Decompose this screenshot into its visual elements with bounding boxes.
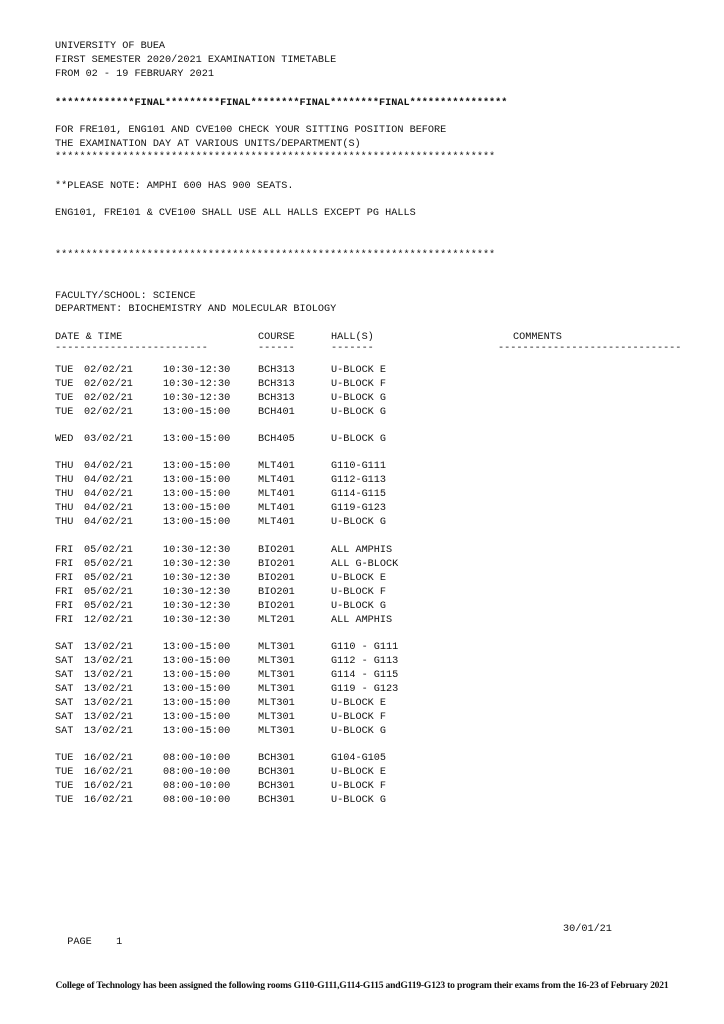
row-day: TUE	[55, 753, 74, 765]
row-hall: ALL AMPHIS	[331, 544, 393, 556]
row-time: 13:00-15:00	[163, 503, 231, 515]
timetable-title: FIRST SEMESTER 2020/2021 EXAMINATION TIMETABLE	[55, 55, 337, 66]
row-course: BIO201	[258, 586, 295, 598]
row-hall: G104-G105	[331, 753, 387, 765]
row-hall: ALL AMPHIS	[331, 614, 393, 626]
row-day: THU	[55, 475, 74, 487]
row-day: THU	[55, 461, 74, 473]
row-day: FRI	[55, 586, 74, 598]
row-day: FRI	[55, 614, 74, 626]
row-day: FRI	[55, 572, 74, 584]
row-day: THU	[55, 503, 74, 515]
row-time: 10:30-12:30	[163, 365, 231, 376]
row-day: TUE	[55, 767, 74, 779]
row-day: SAT	[55, 726, 74, 738]
row-hall: G119-G123	[331, 503, 387, 515]
column-course: COURSE	[258, 332, 295, 343]
row-date: 05/02/21	[84, 572, 133, 584]
row-date: 05/02/21	[84, 558, 133, 570]
row-hall: U-BLOCK F	[331, 712, 387, 724]
row-day: FRI	[55, 544, 74, 556]
row-date: 03/02/21	[84, 434, 133, 446]
row-day: THU	[55, 517, 74, 529]
row-date: 13/02/21	[84, 712, 133, 724]
row-day: WED	[55, 434, 74, 446]
row-time: 13:00-15:00	[163, 683, 231, 695]
row-day: TUE	[55, 365, 74, 376]
row-course: MLT401	[258, 489, 295, 501]
row-time: 13:00-15:00	[163, 461, 231, 473]
row-course: MLT201	[258, 614, 295, 626]
row-hall: U-BLOCK E	[331, 365, 387, 376]
row-time: 10:30-12:30	[163, 614, 231, 626]
row-time: 13:00-15:00	[163, 407, 231, 419]
row-day: SAT	[55, 712, 74, 724]
row-hall: U-BLOCK G	[331, 795, 387, 807]
row-day: SAT	[55, 683, 74, 695]
column-comments: COMMENTS	[513, 332, 562, 343]
row-hall: G119 - G123	[331, 683, 399, 695]
page-number: 1	[116, 937, 123, 948]
halls-note: ENG101, FRE101 & CVE100 SHALL USE ALL HALLS EXCEPT PG HALLS	[55, 208, 416, 219]
row-date: 16/02/21	[84, 781, 133, 793]
row-hall: G112 - G113	[331, 655, 399, 667]
row-course: BCH313	[258, 365, 295, 376]
row-day: SAT	[55, 698, 74, 709]
row-date: 05/02/21	[84, 600, 133, 612]
row-time: 10:30-12:30	[163, 572, 231, 584]
row-hall: G110-G111	[331, 461, 387, 473]
row-hall: U-BLOCK F	[331, 586, 387, 598]
row-date: 05/02/21	[84, 544, 133, 556]
amphi-note: **PLEASE NOTE: AMPHI 600 HAS 900 SEATS.	[55, 181, 294, 192]
row-time: 08:00-10:00	[163, 781, 231, 793]
row-hall: U-BLOCK F	[331, 379, 387, 391]
faculty-label: FACULTY/SCHOOL: SCIENCE	[55, 291, 196, 302]
row-time: 08:00-10:00	[163, 795, 231, 807]
row-date: 02/02/21	[84, 407, 133, 419]
row-course: MLT301	[258, 698, 295, 709]
row-date: 04/02/21	[84, 503, 133, 515]
row-time: 13:00-15:00	[163, 489, 231, 501]
rule-course: ------	[258, 343, 295, 354]
row-date: 16/02/21	[84, 767, 133, 779]
rule-halls: -------	[331, 343, 374, 354]
rule-comments: ------------------------------	[498, 343, 682, 354]
notice-line-2: THE EXAMINATION DAY AT VARIOUS UNITS/DEPARTMENT(S)	[55, 139, 361, 150]
row-course: BCH301	[258, 753, 295, 765]
row-time: 13:00-15:00	[163, 434, 231, 446]
row-day: TUE	[55, 379, 74, 391]
department-label: DEPARTMENT: BIOCHEMISTRY AND MOLECULAR BIOLOGY	[55, 304, 337, 315]
row-date: 16/02/21	[84, 753, 133, 765]
row-date: 12/02/21	[84, 614, 133, 626]
row-time: 10:30-12:30	[163, 393, 231, 405]
row-course: MLT401	[258, 503, 295, 515]
row-course: BCH301	[258, 767, 295, 779]
row-course: BIO201	[258, 558, 295, 570]
rule-date-time: -------------------------	[55, 343, 208, 354]
row-date: 04/02/21	[84, 461, 133, 473]
row-course: MLT401	[258, 475, 295, 487]
row-course: MLT301	[258, 655, 295, 667]
row-date: 16/02/21	[84, 795, 133, 807]
row-course: MLT301	[258, 726, 295, 738]
row-hall: U-BLOCK G	[331, 393, 387, 405]
row-time: 13:00-15:00	[163, 655, 231, 667]
row-day: TUE	[55, 795, 74, 807]
row-course: BCH301	[258, 781, 295, 793]
row-day: THU	[55, 489, 74, 501]
page-footer	[55, 923, 122, 949]
row-date: 02/02/21	[84, 365, 133, 376]
row-time: 13:00-15:00	[163, 669, 231, 681]
row-date: 04/02/21	[84, 475, 133, 487]
row-course: MLT301	[258, 712, 295, 724]
row-time: 13:00-15:00	[163, 698, 231, 709]
row-hall: U-BLOCK E	[331, 767, 387, 779]
notice-line-1: FOR FRE101, ENG101 AND CVE100 CHECK YOUR SITTING POSITION BEFORE	[55, 125, 447, 136]
row-time: 13:00-15:00	[163, 517, 231, 529]
final-banner: *************FINAL*********FINAL********FINAL********FINAL****************	[55, 98, 508, 109]
row-date: 13/02/21	[84, 669, 133, 681]
row-course: MLT401	[258, 517, 295, 529]
row-time: 13:00-15:00	[163, 726, 231, 738]
row-day: TUE	[55, 393, 74, 405]
row-date: 02/02/21	[84, 379, 133, 391]
row-hall: U-BLOCK G	[331, 517, 387, 529]
row-course: MLT301	[258, 669, 295, 681]
row-date: 13/02/21	[84, 698, 133, 709]
row-course: MLT401	[258, 461, 295, 473]
row-time: 08:00-10:00	[163, 767, 231, 779]
row-day: SAT	[55, 655, 74, 667]
row-date: 13/02/21	[84, 655, 133, 667]
row-hall: U-BLOCK F	[331, 781, 387, 793]
row-course: BCH401	[258, 407, 295, 419]
row-day: FRI	[55, 600, 74, 612]
row-course: BIO201	[258, 600, 295, 612]
row-course: MLT301	[258, 683, 295, 695]
row-time: 10:30-12:30	[163, 558, 231, 570]
row-day: TUE	[55, 781, 74, 793]
row-hall: G112-G113	[331, 475, 387, 487]
stars-divider: ************************************************************************	[55, 250, 496, 261]
row-hall: U-BLOCK G	[331, 407, 387, 419]
row-time: 08:00-10:00	[163, 753, 231, 765]
row-course: BCH313	[258, 379, 295, 391]
row-day: FRI	[55, 558, 74, 570]
row-hall: G110 - G111	[331, 641, 399, 653]
row-course: BIO201	[258, 544, 295, 556]
row-date: 13/02/21	[84, 683, 133, 695]
row-hall: U-BLOCK G	[331, 726, 387, 738]
column-date-time: DATE & TIME	[55, 332, 123, 343]
row-hall: U-BLOCK E	[331, 698, 387, 709]
row-course: BCH405	[258, 434, 295, 446]
row-day: SAT	[55, 669, 74, 681]
row-hall: U-BLOCK G	[331, 434, 387, 446]
row-date: 05/02/21	[84, 586, 133, 598]
row-hall: U-BLOCK G	[331, 600, 387, 612]
row-time: 13:00-15:00	[163, 712, 231, 724]
row-hall: G114-G115	[331, 489, 387, 501]
row-date: 13/02/21	[84, 726, 133, 738]
row-date: 04/02/21	[84, 517, 133, 529]
row-time: 10:30-12:30	[163, 379, 231, 391]
timetable-period: FROM 02 - 19 FEBRUARY 2021	[55, 69, 214, 80]
college-of-technology-note: College of Technology has been assigned the following rooms G110-G111,G114-G115 andG119-G123 to program their exams from the 16-23 of February 2021	[55, 980, 669, 991]
row-time: 13:00-15:00	[163, 475, 231, 487]
row-course: BIO201	[258, 572, 295, 584]
row-date: 04/02/21	[84, 489, 133, 501]
row-time: 10:30-12:30	[163, 600, 231, 612]
row-course: BCH313	[258, 393, 295, 405]
column-halls: HALL(S)	[331, 332, 374, 343]
row-course: BCH301	[258, 795, 295, 807]
footer-date: 30/01/21	[563, 924, 612, 935]
row-hall: U-BLOCK E	[331, 572, 387, 584]
row-course: MLT301	[258, 641, 295, 653]
row-day: SAT	[55, 641, 74, 653]
row-time: 10:30-12:30	[163, 544, 231, 556]
row-date: 13/02/21	[84, 641, 133, 653]
row-day: TUE	[55, 407, 74, 419]
row-date: 02/02/21	[84, 393, 133, 405]
notice-stars: ************************************************************************	[55, 152, 496, 163]
row-hall: ALL G-BLOCK	[331, 558, 399, 570]
page-label: PAGE	[67, 937, 92, 948]
university-name: UNIVERSITY OF BUEA	[55, 41, 166, 52]
row-hall: G114 - G115	[331, 669, 399, 681]
row-time: 10:30-12:30	[163, 586, 231, 598]
row-time: 13:00-15:00	[163, 641, 231, 653]
